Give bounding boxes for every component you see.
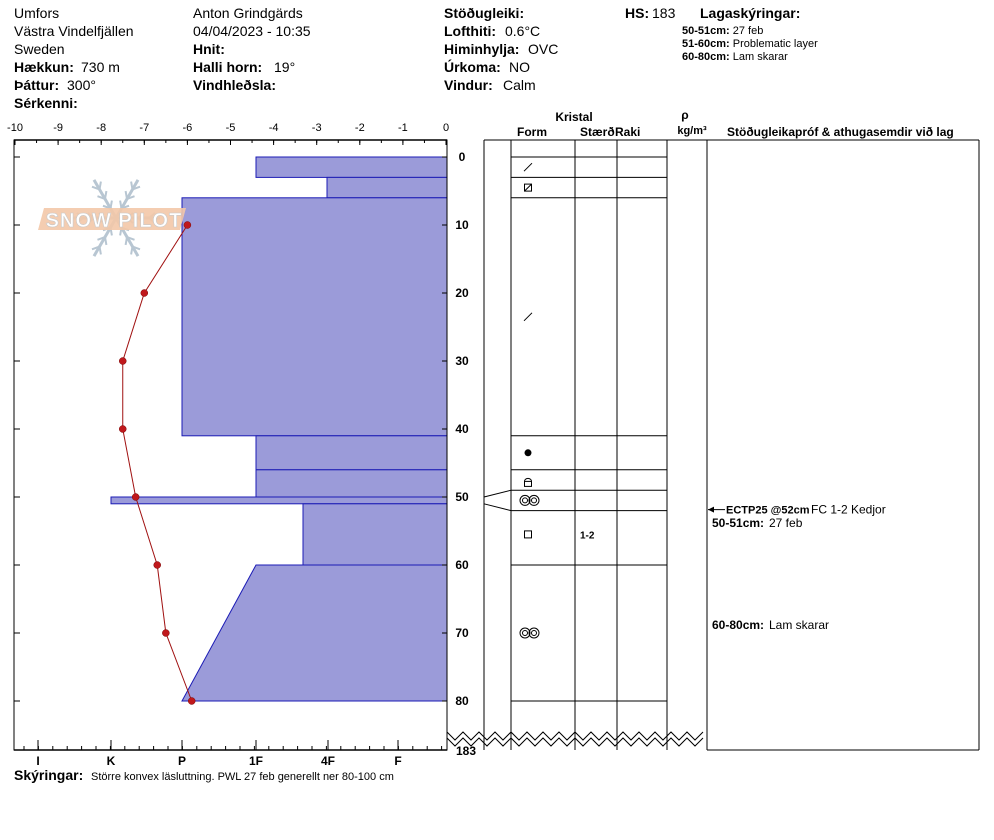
snowflake-branch — [105, 237, 106, 245]
crystal-melt-form-icon — [523, 498, 528, 503]
hardness-layer-bar — [256, 436, 447, 470]
temperature-point — [132, 494, 139, 501]
depth-label: 20 — [455, 286, 469, 300]
temp-tick-label: -8 — [96, 122, 107, 134]
temp-tick-label: -3 — [311, 122, 322, 134]
hardness-layer-bar — [111, 497, 447, 504]
hs-label: HS: — [625, 5, 650, 21]
snowflake-branch — [131, 247, 132, 255]
snowflake-branch — [120, 201, 121, 209]
snowflake-branch — [100, 182, 101, 190]
logo-text: SNOW PILOT — [45, 210, 183, 232]
hardness-tick-label: I — [36, 754, 40, 768]
temp-tick-label: -1 — [398, 122, 408, 134]
comment-text: 27 feb — [769, 516, 803, 530]
hardness-layer-bar — [256, 470, 447, 497]
layer-connector — [484, 504, 511, 511]
crystal-round-icon — [525, 449, 532, 456]
legend-row: 60-80cm: Lam skarar — [682, 51, 788, 63]
hardness-tick-label: 4F — [320, 754, 336, 768]
depth-label: 0 — [458, 150, 466, 164]
temp-tick-label: -7 — [139, 122, 150, 134]
depth-label: 80 — [455, 694, 469, 708]
coords-label: Hnit: — [193, 41, 225, 57]
wind-loading-label: Vindhleðsla: — [193, 77, 276, 93]
comment-range: 50-51cm: — [712, 516, 765, 530]
column-tests-header: Stöðugleikapróf & athugasemdir við lag — [727, 125, 954, 139]
precip-label: Úrkoma: — [444, 59, 501, 75]
temperature-line — [123, 225, 192, 701]
hardness-tick-label: P — [177, 754, 187, 768]
temperature-point — [154, 562, 161, 569]
crystal-melt-form-icon — [532, 498, 537, 503]
snowflake-branch — [126, 237, 127, 245]
aspect-value: 300° — [67, 77, 96, 93]
temp-tick-label: -10 — [7, 122, 23, 134]
aspect-label: Þáttur: — [14, 77, 60, 93]
hardness-tick-label: F — [394, 754, 402, 768]
temperature-point — [119, 426, 126, 433]
sky-label: Himinhylja: — [444, 41, 520, 57]
crystal-faceted-round-icon — [525, 481, 532, 486]
column-size-header: Stærð — [580, 125, 615, 139]
hardness-tick-label: K — [106, 754, 116, 768]
depth-label: 60 — [455, 558, 469, 572]
test-label: ECTP25 @52cm — [726, 504, 810, 517]
temp-tick-label: -4 — [268, 122, 279, 134]
temperature-point — [119, 358, 126, 365]
air-temp-value: 0.6°C — [505, 23, 541, 39]
temperature-point — [141, 290, 148, 297]
country: Sweden — [14, 41, 65, 57]
footer-text: Större konvex läsluttning. PWL 27 feb generellt ner 80-100 cm — [91, 771, 394, 783]
temp-tick-label: -5 — [225, 122, 236, 134]
air-temp-label: Lofthiti: — [444, 23, 497, 39]
elevation-value: 730 m — [81, 59, 120, 75]
test-arrow-head — [708, 507, 714, 513]
snowflake-branch — [126, 191, 127, 199]
sky-value: OVC — [528, 41, 559, 57]
snowflake-branch — [131, 182, 132, 190]
temp-tick-label: -6 — [182, 122, 193, 134]
temperature-point — [162, 630, 169, 637]
temperature-point — [188, 698, 195, 705]
comment-range: 60-80cm: — [712, 618, 765, 632]
hardness-tick-label: 1F — [248, 754, 264, 768]
depth-label: 10 — [455, 218, 469, 232]
hs-value: 183 — [652, 5, 676, 21]
temp-tick-label: -9 — [53, 122, 63, 134]
snowflake-branch — [111, 201, 112, 209]
wind-label: Vindur: — [444, 77, 493, 93]
temp-tick-label: -2 — [354, 122, 365, 134]
column-density-unit: kg/m³ — [677, 125, 707, 137]
depth-label: 40 — [455, 422, 469, 436]
layer-desc-label: Lagaskýringar: — [700, 5, 801, 21]
temp-tick-label: 0 — [442, 122, 450, 134]
snowflake-branch — [105, 191, 106, 199]
hardness-layer-bar — [182, 198, 447, 436]
depth-label: 70 — [455, 626, 469, 640]
crystal-melt-form-icon — [532, 631, 537, 636]
crystal-melt-form-icon — [523, 631, 528, 636]
snowflake-branch — [100, 247, 101, 255]
slope-label: Halli horn: — [193, 59, 263, 75]
crystal-slash-icon — [524, 313, 532, 321]
column-form-header: Form — [517, 125, 547, 139]
hardness-layer-bar — [303, 504, 447, 565]
layer-connector — [484, 490, 511, 497]
snowpilot-logo — [38, 180, 186, 256]
crystal-faceted-icon — [525, 531, 532, 538]
hardness-layer-bar — [256, 157, 447, 177]
depth-bottom-label: 183 — [455, 744, 477, 758]
features-label: Sérkenni: — [14, 95, 78, 111]
location: Umfors — [14, 5, 60, 21]
hardness-layer-bar — [327, 177, 447, 197]
column-moisture-header: Raki — [615, 125, 641, 139]
observer: Anton Grindgärds — [193, 5, 303, 21]
column-crystal-header: Kristal — [555, 110, 593, 124]
slope-value: 19° — [274, 59, 296, 75]
depth-label: 30 — [455, 354, 469, 368]
stability-label: Stöðugleiki: — [444, 5, 525, 21]
precip-value: NO — [509, 59, 530, 75]
hardness-layer-bar — [182, 565, 447, 701]
wind-value: Calm — [503, 77, 536, 93]
footer-label: Skýringar: — [14, 767, 84, 783]
comment-text: Lam skarar — [769, 618, 830, 632]
crystal-size: 1-2 — [580, 530, 595, 542]
area: Västra Vindelfjällen — [14, 23, 134, 39]
crystal-slash-icon — [524, 163, 532, 171]
crystal-box-slash-icon — [525, 184, 532, 191]
depth-label: 50 — [455, 490, 469, 504]
legend-row: 50-51cm: 27 feb — [682, 25, 764, 37]
elevation-label: Hækkun: — [14, 59, 74, 75]
test-text: FC 1-2 Kedjor — [811, 502, 886, 517]
legend-row: 51-60cm: Problematic layer — [682, 38, 818, 50]
temperature-point — [184, 222, 191, 229]
datetime: 04/04/2023 - 10:35 — [193, 23, 311, 39]
column-density-header: ρ — [681, 108, 689, 122]
